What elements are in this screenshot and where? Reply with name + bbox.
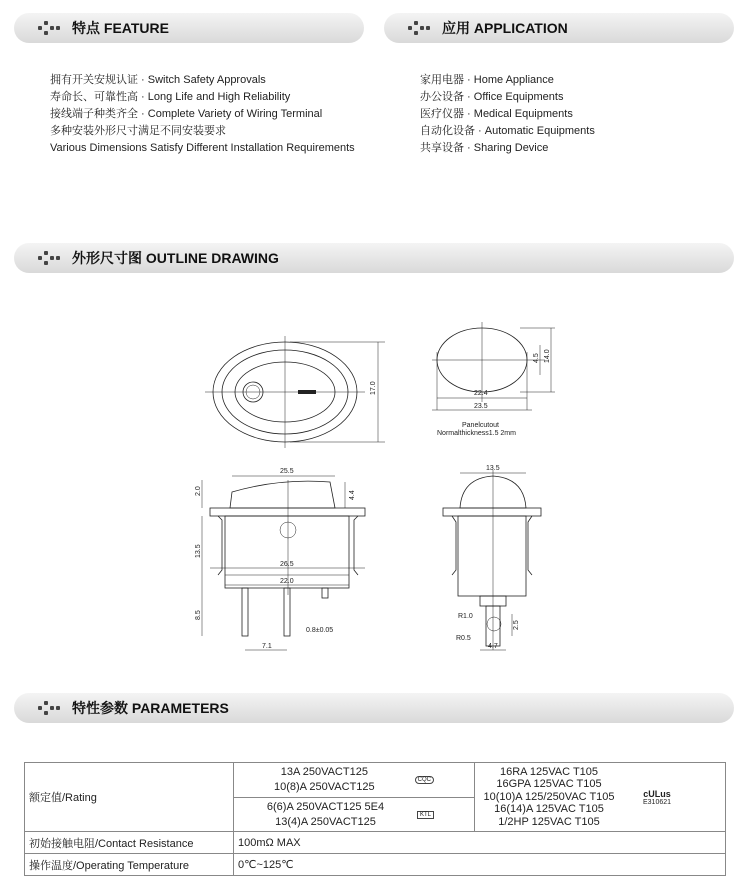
dim-end-h: 2.5 [513,620,520,630]
dim-end-r2: R0.5 [456,635,471,642]
temp-label: 操作温度/Operating Temperature [25,854,234,876]
list-item: 多种安装外形尺寸满足不同安装要求 [50,125,226,137]
dim-cutout-inner: 22.4 [474,390,488,397]
ul-file-number: E310621 [643,798,672,806]
rating-value: 13(4)A 250VACT125 [275,815,376,828]
dim-side-rocker2: 4.4 [349,490,356,500]
dim-side-pin-h: 8.5 [195,610,202,620]
parameters-header [14,693,734,723]
cqc-logo: CQC [415,776,434,784]
front-view [205,336,385,448]
list-item: 办公设备 · Office Equipments [420,91,564,103]
end-view [443,465,541,650]
contact-label: 初始接触电阻/Contact Resistance [25,832,234,854]
side-view [195,468,365,650]
rating-value: 13A 250VACT125 [280,766,368,778]
table-row [25,832,726,854]
list-item: 共享设备 · Sharing Device [420,142,549,154]
dim-end-r1: R1.0 [458,613,473,620]
panel-note-2: Normalthickness1.5 2mm [437,430,516,437]
ul-logo: cULus [643,788,671,799]
dim-side-body-w: 22.0 [280,578,294,585]
dim-end-pin-w: 4.7 [488,643,498,650]
dim-side-body: 13.5 [195,544,202,558]
rating-label: 额定值/Rating [25,763,234,832]
application-title: 应用 APPLICATION [442,20,568,36]
feature-title: 特点 FEATURE [72,20,169,36]
list-item: 家用电器 · Home Appliance [420,74,554,86]
dim-side-top: 25.5 [280,468,294,475]
contact-value: 100mΩ MAX [234,832,726,854]
dim-cutout-h: 14.0 [544,349,551,363]
rating-ul [475,763,726,832]
list-item: 医疗仪器 · Medical Equipments [420,108,573,120]
dim-side-pin-t: 0.8±0.05 [306,627,334,634]
list-item: 寿命长、可靠性高 · Long Life and High Reliability [50,91,291,103]
ktl-logo: KTL [417,811,434,819]
dim-front-height: 17.0 [370,381,377,395]
list-item: 拥有开关安规认证 · Switch Safety Approvals [50,74,266,86]
list-item: Various Dimensions Satisfy Different Installation Requirements [50,142,355,154]
temp-value: 0℃~125℃ [234,854,726,876]
list-item: 接线端子种类齐全 · Complete Variety of Wiring Terminal [50,108,323,120]
panel-note-1: Panelcutout [462,422,499,429]
ul-value: 10(10)A 125/250VAC T105 [483,790,615,803]
dim-cutout-outer: 23.5 [474,403,488,410]
outline-title: 外形尺寸图 OUTLINE DRAWING [72,250,279,266]
rating-value: 10(8)A 250VACT125 [273,781,375,793]
ul-value: 1/2HP 125VAC T105 [498,815,600,828]
dim-side-rocker: 2.0 [195,486,202,496]
parameters-table [24,762,726,876]
dim-end-w: 13.5 [486,465,500,472]
dim-side-pin-pitch: 7.1 [262,643,272,650]
rating-value: 6(6)A 250VACT125 5E4 [266,800,385,813]
dim-cutout-small: 4.5 [533,353,540,363]
list-item: 自动化设备 · Automatic Equipments [420,125,595,137]
parameters-title: 特性参数 PARAMETERS [72,700,229,716]
dots-icon [38,701,64,715]
dim-side-flange: 26.5 [280,561,294,568]
rating-cqc-ks [234,763,475,832]
ul-value: 16(14)A 125VAC T105 [494,803,604,816]
panel-cutout-view [432,322,555,437]
ul-value: 16GPA 125VAC T105 [496,778,602,791]
table-row [25,854,726,876]
table-row [25,763,726,832]
ul-value: 16RA 125VAC T105 [499,765,599,778]
